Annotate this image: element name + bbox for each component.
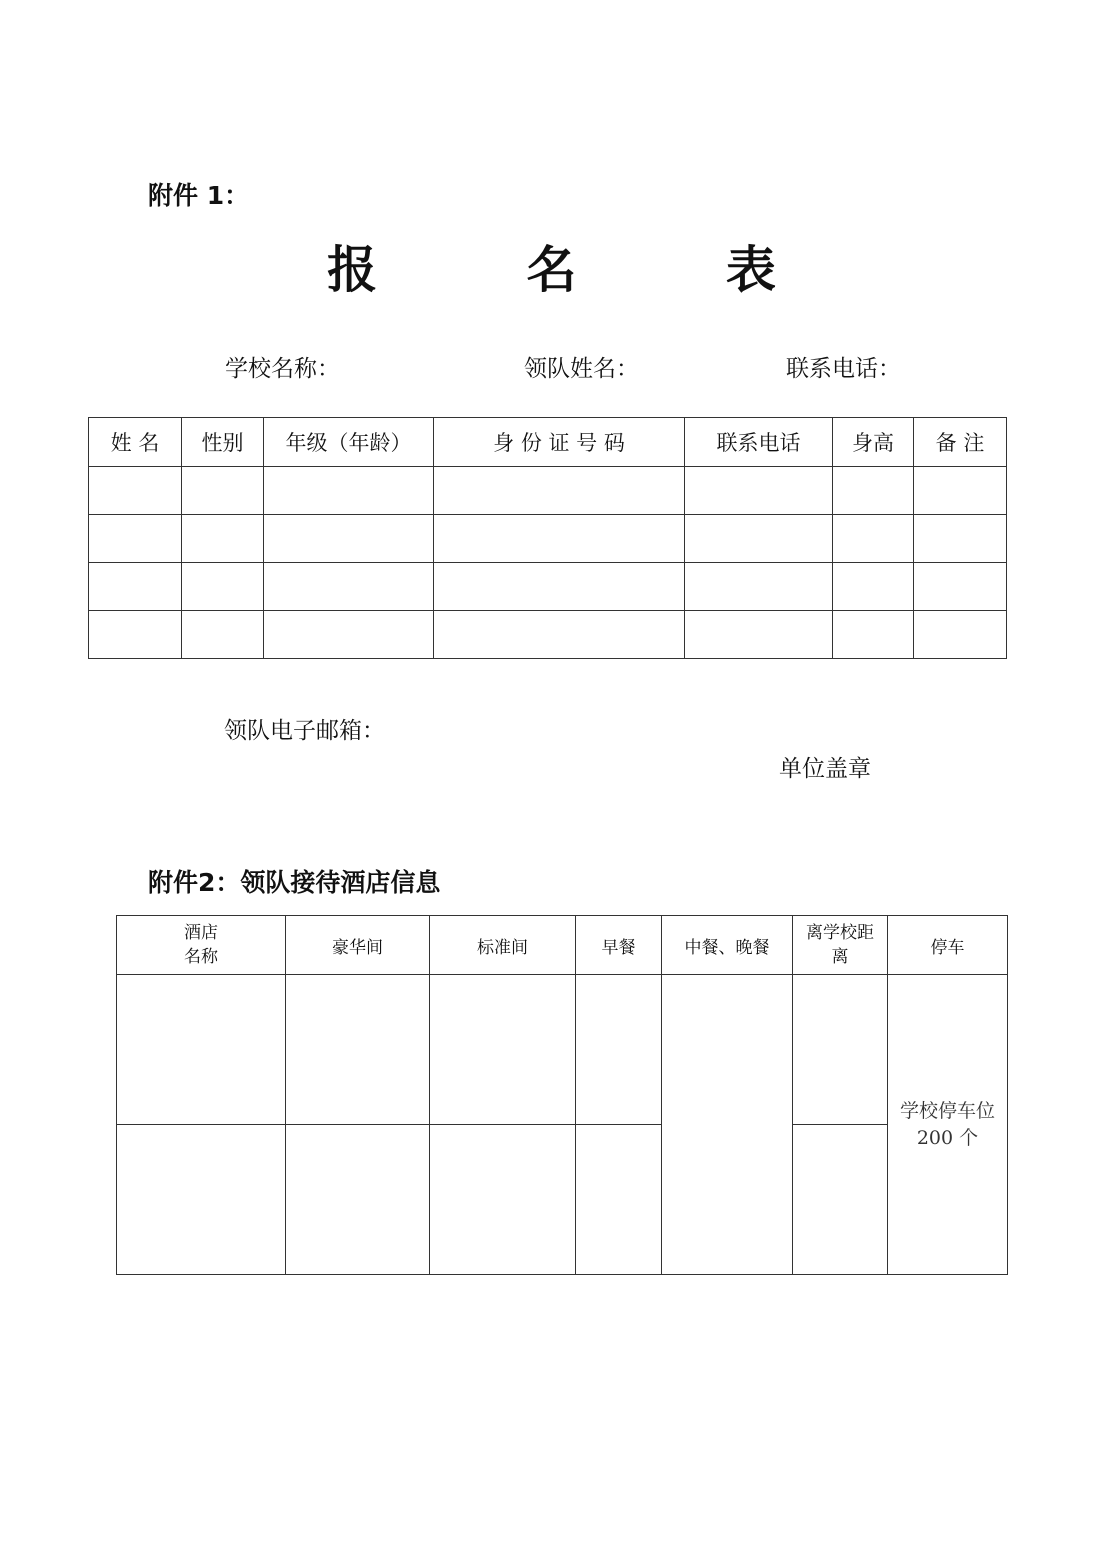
registration-table-header <box>89 418 1007 467</box>
header-distance: 离学校距 离 <box>793 916 888 975</box>
table-cell[interactable] <box>434 467 685 515</box>
school-name-field: 学校名称： <box>225 356 340 382</box>
table-cell[interactable] <box>264 611 434 659</box>
table-cell[interactable] <box>793 975 888 1125</box>
table-cell[interactable] <box>685 515 833 563</box>
table-cell[interactable] <box>434 611 685 659</box>
contact-phone-field: 联系电话： <box>786 356 901 382</box>
leader-email-label: 领队电子邮箱： <box>224 718 385 744</box>
attachment-2-label: 附件2：领队接待酒店信息 <box>148 868 441 897</box>
table-cell[interactable] <box>833 467 914 515</box>
table-cell[interactable] <box>434 515 685 563</box>
table-cell[interactable] <box>662 975 793 1275</box>
parking-note: 学校停车位 200 个 <box>888 975 1008 1275</box>
table-row <box>89 515 1007 563</box>
table-cell[interactable] <box>286 975 430 1125</box>
table-cell[interactable] <box>182 563 264 611</box>
header-deluxe-room: 豪华间 <box>286 916 430 975</box>
table-cell[interactable] <box>685 467 833 515</box>
table-cell[interactable] <box>89 611 182 659</box>
header-phone: 联系电话 <box>685 418 833 467</box>
registration-table <box>88 417 1007 659</box>
table-cell[interactable] <box>914 515 1007 563</box>
table-cell[interactable] <box>833 515 914 563</box>
header-parking: 停车 <box>888 916 1008 975</box>
table-cell[interactable] <box>182 515 264 563</box>
table-cell[interactable] <box>89 515 182 563</box>
header-remarks: 备 注 <box>914 418 1007 467</box>
form-title: 报 名 表 <box>327 240 842 299</box>
table-cell[interactable] <box>264 563 434 611</box>
table-row <box>89 611 1007 659</box>
leader-name-field: 领队姓名： <box>524 356 639 382</box>
table-row <box>117 975 1008 1125</box>
table-cell[interactable] <box>833 563 914 611</box>
header-name: 姓 名 <box>89 418 182 467</box>
table-cell[interactable] <box>793 1125 888 1275</box>
table-cell[interactable] <box>576 1125 662 1275</box>
hotel-info-table <box>116 915 1008 1275</box>
table-cell[interactable] <box>182 611 264 659</box>
table-cell[interactable] <box>685 563 833 611</box>
hotel-table-header <box>117 916 1008 975</box>
table-cell[interactable] <box>833 611 914 659</box>
table-cell[interactable] <box>914 611 1007 659</box>
table-row <box>89 563 1007 611</box>
unit-seal-label: 单位盖章 <box>779 756 871 782</box>
table-cell[interactable] <box>89 563 182 611</box>
table-cell[interactable] <box>576 975 662 1125</box>
header-hotel-name: 酒店 名称 <box>117 916 286 975</box>
header-height: 身高 <box>833 418 914 467</box>
table-cell[interactable] <box>914 563 1007 611</box>
header-lunch-dinner: 中餐、晚餐 <box>662 916 793 975</box>
attachment-1-label: 附件 1： <box>148 181 250 210</box>
table-cell[interactable] <box>434 563 685 611</box>
table-cell[interactable] <box>117 1125 286 1275</box>
table-cell[interactable] <box>89 467 182 515</box>
table-cell[interactable] <box>430 1125 576 1275</box>
table-cell[interactable] <box>182 467 264 515</box>
header-standard-room: 标准间 <box>430 916 576 975</box>
table-row <box>117 1125 1008 1275</box>
table-cell[interactable] <box>685 611 833 659</box>
table-cell[interactable] <box>264 515 434 563</box>
header-id-number: 身 份 证 号 码 <box>434 418 685 467</box>
header-breakfast: 早餐 <box>576 916 662 975</box>
table-cell[interactable] <box>430 975 576 1125</box>
table-row <box>89 467 1007 515</box>
table-cell[interactable] <box>914 467 1007 515</box>
table-cell[interactable] <box>117 975 286 1125</box>
table-cell[interactable] <box>264 467 434 515</box>
header-gender: 性别 <box>182 418 264 467</box>
header-grade-age: 年级（年龄） <box>264 418 434 467</box>
table-cell[interactable] <box>286 1125 430 1275</box>
